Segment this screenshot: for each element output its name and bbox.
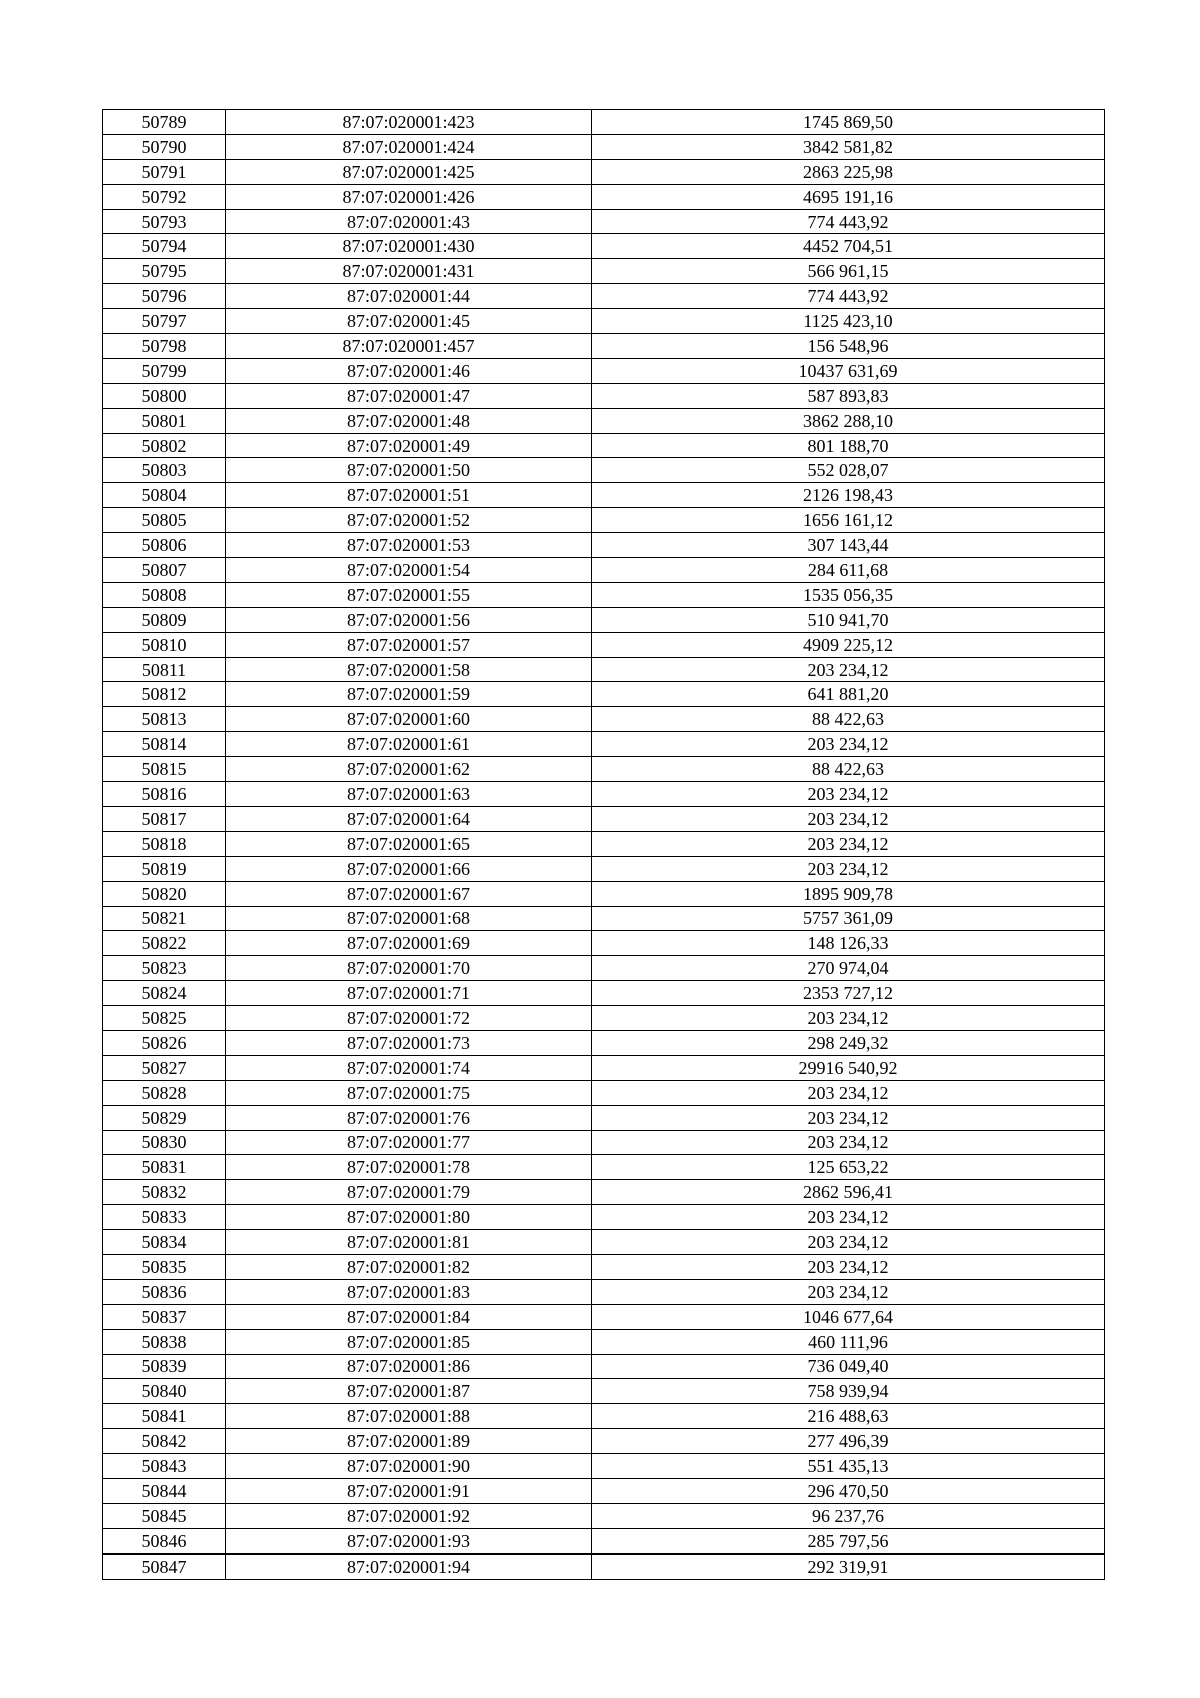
row-number-cell: 50790 [103,134,226,159]
value-cell: 4695 191,16 [592,184,1105,209]
table-body [103,110,1105,1580]
table-row [103,284,1105,309]
cadastral-number-cell: 87:07:020001:80 [226,1205,592,1230]
value-cell: 203 234,12 [592,732,1105,757]
cadastral-number-cell: 87:07:020001:424 [226,134,592,159]
cadastral-number-cell: 87:07:020001:56 [226,607,592,632]
cadastral-number-cell: 87:07:020001:425 [226,159,592,184]
value-cell: 203 234,12 [592,1205,1105,1230]
value-cell: 510 941,70 [592,607,1105,632]
table-row [103,234,1105,259]
value-cell: 29916 540,92 [592,1055,1105,1080]
cadastral-number-cell: 87:07:020001:62 [226,757,592,782]
value-cell: 125 653,22 [592,1155,1105,1180]
table-row [103,657,1105,682]
row-number-cell: 50812 [103,682,226,707]
cadastral-number-cell: 87:07:020001:74 [226,1055,592,1080]
row-number-cell: 50813 [103,707,226,732]
table-row [103,433,1105,458]
table-row [103,558,1105,583]
value-cell: 203 234,12 [592,806,1105,831]
value-cell: 551 435,13 [592,1454,1105,1479]
cadastral-number-cell: 87:07:020001:86 [226,1354,592,1379]
row-number-cell: 50826 [103,1030,226,1055]
table-row [103,1329,1105,1354]
table-row [103,1155,1105,1180]
row-number-cell: 50810 [103,632,226,657]
value-cell: 460 111,96 [592,1329,1105,1354]
cadastral-number-cell: 87:07:020001:423 [226,110,592,135]
value-cell: 88 422,63 [592,707,1105,732]
value-cell: 203 234,12 [592,1130,1105,1155]
table-row [103,1478,1105,1503]
cadastral-number-cell: 87:07:020001:68 [226,906,592,931]
value-cell: 774 443,92 [592,209,1105,234]
value-cell: 566 961,15 [592,259,1105,284]
row-number-cell: 50831 [103,1155,226,1180]
table-row [103,1080,1105,1105]
table-row [103,732,1105,757]
cadastral-number-cell: 87:07:020001:77 [226,1130,592,1155]
cadastral-number-cell: 87:07:020001:66 [226,856,592,881]
table-row [103,582,1105,607]
value-cell: 5757 361,09 [592,906,1105,931]
table-row [103,1404,1105,1429]
value-cell: 203 234,12 [592,782,1105,807]
cadastral-number-cell: 87:07:020001:49 [226,433,592,458]
table-row [103,533,1105,558]
cadastral-number-cell: 87:07:020001:47 [226,383,592,408]
table-row [103,458,1105,483]
row-number-cell: 50800 [103,383,226,408]
value-cell: 736 049,40 [592,1354,1105,1379]
value-cell: 3862 288,10 [592,408,1105,433]
row-number-cell: 50829 [103,1105,226,1130]
table-row [103,1254,1105,1279]
value-cell: 3842 581,82 [592,134,1105,159]
cadastral-number-cell: 87:07:020001:75 [226,1080,592,1105]
value-cell: 552 028,07 [592,458,1105,483]
row-number-cell: 50798 [103,334,226,359]
row-number-cell: 50837 [103,1304,226,1329]
table-row [103,831,1105,856]
table-row [103,806,1105,831]
row-number-cell: 50807 [103,558,226,583]
row-number-cell: 50796 [103,284,226,309]
cadastral-number-cell: 87:07:020001:91 [226,1478,592,1503]
cadastral-number-cell: 87:07:020001:93 [226,1528,592,1553]
table-row [103,1030,1105,1055]
value-cell: 758 939,94 [592,1379,1105,1404]
row-number-cell: 50803 [103,458,226,483]
row-number-cell: 50842 [103,1429,226,1454]
table-row [103,782,1105,807]
cadastral-number-cell: 87:07:020001:55 [226,582,592,607]
row-number-cell: 50802 [103,433,226,458]
cadastral-number-cell: 87:07:020001:82 [226,1254,592,1279]
row-number-cell: 50797 [103,309,226,334]
value-cell: 203 234,12 [592,1080,1105,1105]
value-cell: 270 974,04 [592,956,1105,981]
row-number-cell: 50792 [103,184,226,209]
table-row [103,632,1105,657]
value-cell: 203 234,12 [592,1006,1105,1031]
table-row [103,508,1105,533]
cadastral-number-cell: 87:07:020001:85 [226,1329,592,1354]
row-number-cell: 50830 [103,1130,226,1155]
cadastral-number-cell: 87:07:020001:69 [226,931,592,956]
table-row [103,906,1105,931]
cadastral-number-cell: 87:07:020001:57 [226,632,592,657]
cadastral-number-cell: 87:07:020001:65 [226,831,592,856]
row-number-cell: 50793 [103,209,226,234]
table-row [103,956,1105,981]
table-row [103,383,1105,408]
table-row [103,1554,1105,1579]
row-number-cell: 50808 [103,582,226,607]
cadastral-number-cell: 87:07:020001:67 [226,881,592,906]
row-number-cell: 50836 [103,1279,226,1304]
cadastral-number-cell: 87:07:020001:59 [226,682,592,707]
row-number-cell: 50833 [103,1205,226,1230]
row-number-cell: 50818 [103,831,226,856]
table-row [103,1279,1105,1304]
row-number-cell: 50805 [103,508,226,533]
row-number-cell: 50815 [103,757,226,782]
cadastral-value-table [102,109,1105,1580]
table-row [103,159,1105,184]
row-number-cell: 50845 [103,1503,226,1528]
cadastral-number-cell: 87:07:020001:83 [226,1279,592,1304]
value-cell: 284 611,68 [592,558,1105,583]
cadastral-number-cell: 87:07:020001:43 [226,209,592,234]
row-number-cell: 50791 [103,159,226,184]
value-cell: 2126 198,43 [592,483,1105,508]
table-row [103,707,1105,732]
row-number-cell: 50834 [103,1230,226,1255]
table-row [103,309,1105,334]
cadastral-number-cell: 87:07:020001:88 [226,1404,592,1429]
row-number-cell: 50835 [103,1254,226,1279]
table-row [103,1180,1105,1205]
row-number-cell: 50806 [103,533,226,558]
row-number-cell: 50795 [103,259,226,284]
value-cell: 203 234,12 [592,657,1105,682]
table-row [103,1130,1105,1155]
table-row [103,981,1105,1006]
row-number-cell: 50811 [103,657,226,682]
value-cell: 1125 423,10 [592,309,1105,334]
table-row [103,110,1105,135]
table-row [103,607,1105,632]
cadastral-number-cell: 87:07:020001:53 [226,533,592,558]
value-cell: 10437 631,69 [592,358,1105,383]
row-number-cell: 50804 [103,483,226,508]
table-row [103,1429,1105,1454]
value-cell: 88 422,63 [592,757,1105,782]
value-cell: 2353 727,12 [592,981,1105,1006]
row-number-cell: 50801 [103,408,226,433]
cadastral-number-cell: 87:07:020001:46 [226,358,592,383]
cadastral-number-cell: 87:07:020001:63 [226,782,592,807]
row-number-cell: 50820 [103,881,226,906]
table-row [103,856,1105,881]
value-cell: 277 496,39 [592,1429,1105,1454]
row-number-cell: 50822 [103,931,226,956]
row-number-cell: 50821 [103,906,226,931]
table-row [103,1379,1105,1404]
table-row [103,881,1105,906]
cadastral-number-cell: 87:07:020001:64 [226,806,592,831]
table-row [103,1205,1105,1230]
value-cell: 1535 056,35 [592,582,1105,607]
row-number-cell: 50816 [103,782,226,807]
value-cell: 96 237,76 [592,1503,1105,1528]
table-row [103,1304,1105,1329]
row-number-cell: 50841 [103,1404,226,1429]
value-cell: 774 443,92 [592,284,1105,309]
value-cell: 296 470,50 [592,1478,1105,1503]
row-number-cell: 50832 [103,1180,226,1205]
value-cell: 203 234,12 [592,1105,1105,1130]
table-row [103,358,1105,383]
row-number-cell: 50814 [103,732,226,757]
cadastral-number-cell: 87:07:020001:87 [226,1379,592,1404]
cadastral-number-cell: 87:07:020001:89 [226,1429,592,1454]
cadastral-number-cell: 87:07:020001:52 [226,508,592,533]
row-number-cell: 50838 [103,1329,226,1354]
table-row [103,757,1105,782]
table-row [103,184,1105,209]
row-number-cell: 50809 [103,607,226,632]
table-row [103,1354,1105,1379]
row-number-cell: 50819 [103,856,226,881]
value-cell: 801 188,70 [592,433,1105,458]
cadastral-number-cell: 87:07:020001:84 [226,1304,592,1329]
row-number-cell: 50844 [103,1478,226,1503]
row-number-cell: 50789 [103,110,226,135]
row-number-cell: 50839 [103,1354,226,1379]
value-cell: 4909 225,12 [592,632,1105,657]
table-row [103,1105,1105,1130]
table-row [103,931,1105,956]
table-row [103,1503,1105,1528]
cadastral-number-cell: 87:07:020001:430 [226,234,592,259]
value-cell: 203 234,12 [592,831,1105,856]
row-number-cell: 50794 [103,234,226,259]
value-cell: 1046 677,64 [592,1304,1105,1329]
cadastral-number-cell: 87:07:020001:73 [226,1030,592,1055]
value-cell: 156 548,96 [592,334,1105,359]
value-cell: 1745 869,50 [592,110,1105,135]
row-number-cell: 50827 [103,1055,226,1080]
cadastral-number-cell: 87:07:020001:71 [226,981,592,1006]
value-cell: 148 126,33 [592,931,1105,956]
cadastral-number-cell: 87:07:020001:92 [226,1503,592,1528]
cadastral-number-cell: 87:07:020001:44 [226,284,592,309]
value-cell: 216 488,63 [592,1404,1105,1429]
value-cell: 298 249,32 [592,1030,1105,1055]
table-row [103,1528,1105,1553]
table-row [103,408,1105,433]
value-cell: 587 893,83 [592,383,1105,408]
table-row [103,134,1105,159]
cadastral-number-cell: 87:07:020001:60 [226,707,592,732]
value-cell: 4452 704,51 [592,234,1105,259]
cadastral-number-cell: 87:07:020001:94 [226,1554,592,1579]
value-cell: 641 881,20 [592,682,1105,707]
row-number-cell: 50846 [103,1528,226,1553]
row-number-cell: 50824 [103,981,226,1006]
cadastral-number-cell: 87:07:020001:76 [226,1105,592,1130]
cadastral-number-cell: 87:07:020001:81 [226,1230,592,1255]
value-cell: 2863 225,98 [592,159,1105,184]
table-row [103,209,1105,234]
row-number-cell: 50825 [103,1006,226,1031]
cadastral-number-cell: 87:07:020001:58 [226,657,592,682]
table-row [103,259,1105,284]
table-row [103,682,1105,707]
value-cell: 203 234,12 [592,856,1105,881]
cadastral-number-cell: 87:07:020001:426 [226,184,592,209]
row-number-cell: 50847 [103,1554,226,1579]
cadastral-number-cell: 87:07:020001:70 [226,956,592,981]
row-number-cell: 50817 [103,806,226,831]
table-row [103,1055,1105,1080]
cadastral-number-cell: 87:07:020001:50 [226,458,592,483]
cadastral-number-cell: 87:07:020001:51 [226,483,592,508]
cadastral-number-cell: 87:07:020001:78 [226,1155,592,1180]
row-number-cell: 50799 [103,358,226,383]
value-cell: 203 234,12 [592,1254,1105,1279]
cadastral-number-cell: 87:07:020001:48 [226,408,592,433]
table-row [103,1230,1105,1255]
value-cell: 285 797,56 [592,1528,1105,1553]
table-row [103,1006,1105,1031]
value-cell: 2862 596,41 [592,1180,1105,1205]
value-cell: 292 319,91 [592,1554,1105,1579]
cadastral-number-cell: 87:07:020001:457 [226,334,592,359]
value-cell: 307 143,44 [592,533,1105,558]
row-number-cell: 50828 [103,1080,226,1105]
value-cell: 1656 161,12 [592,508,1105,533]
cadastral-number-cell: 87:07:020001:431 [226,259,592,284]
cadastral-number-cell: 87:07:020001:61 [226,732,592,757]
value-cell: 203 234,12 [592,1279,1105,1304]
value-cell: 203 234,12 [592,1230,1105,1255]
value-cell: 1895 909,78 [592,881,1105,906]
cadastral-number-cell: 87:07:020001:79 [226,1180,592,1205]
cadastral-number-cell: 87:07:020001:45 [226,309,592,334]
cadastral-number-cell: 87:07:020001:90 [226,1454,592,1479]
table-row [103,1454,1105,1479]
row-number-cell: 50823 [103,956,226,981]
row-number-cell: 50840 [103,1379,226,1404]
table-row [103,483,1105,508]
cadastral-number-cell: 87:07:020001:54 [226,558,592,583]
table-row [103,334,1105,359]
cadastral-number-cell: 87:07:020001:72 [226,1006,592,1031]
row-number-cell: 50843 [103,1454,226,1479]
